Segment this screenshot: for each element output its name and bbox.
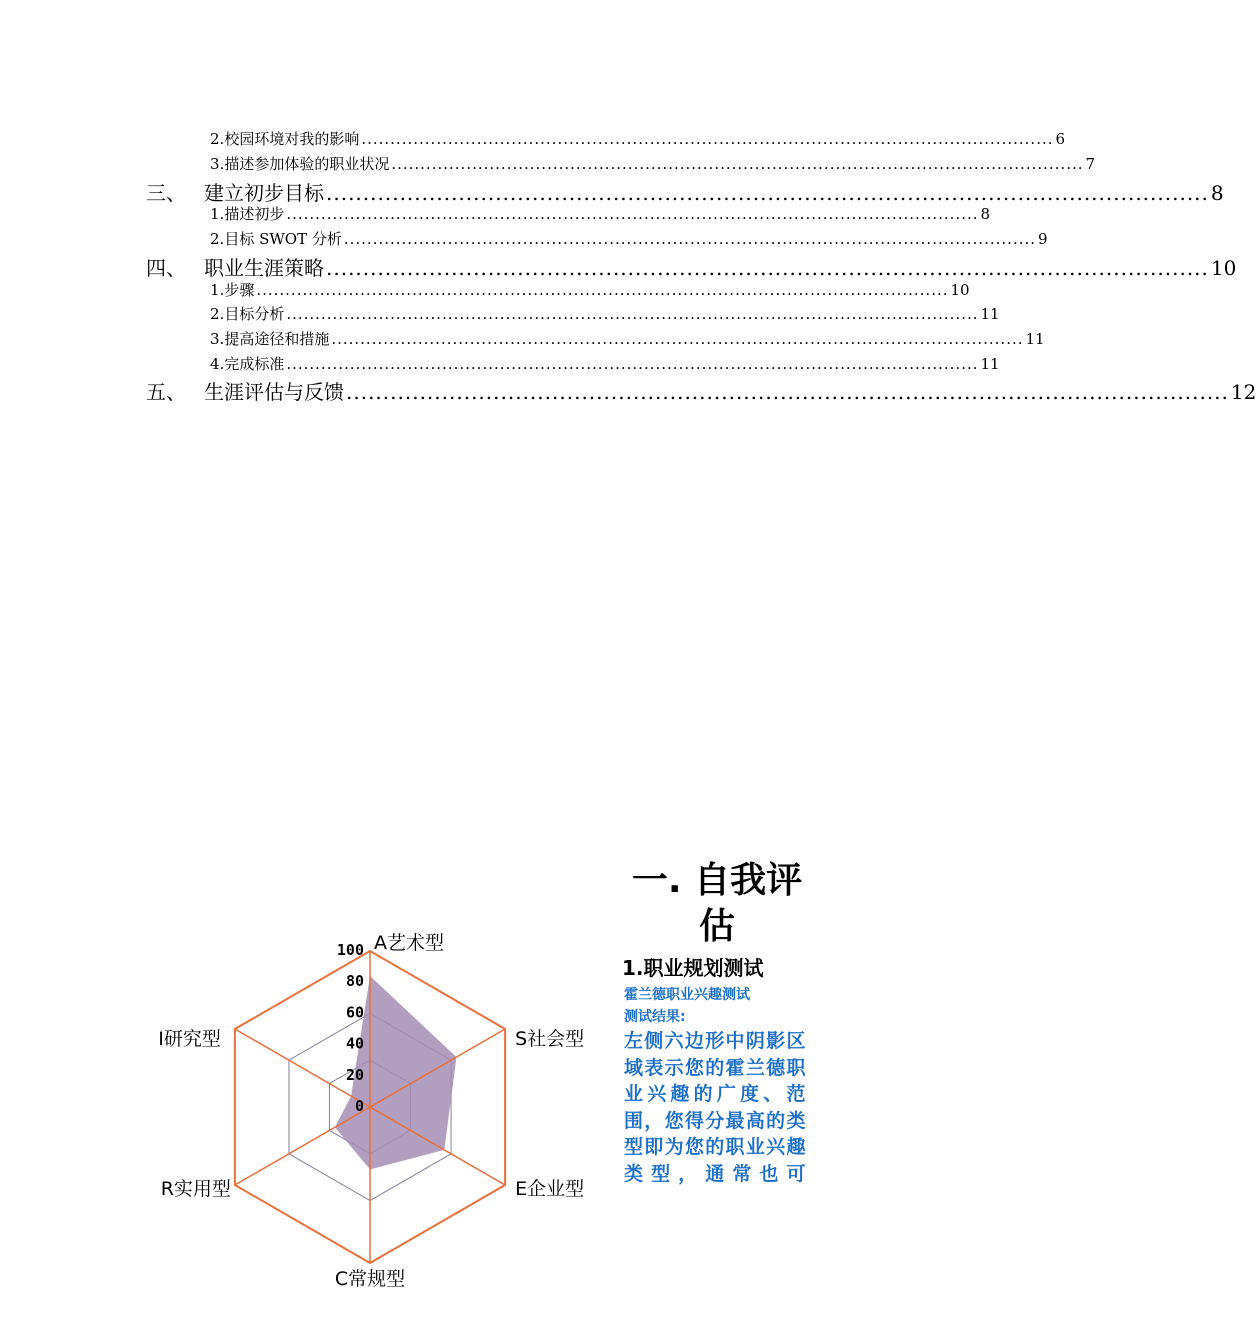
toc-entry-label: 职业生涯策略 xyxy=(204,256,324,280)
radar-tick-label: 80 xyxy=(345,972,364,991)
toc-entry-label: 校园环境对我的影响 xyxy=(224,130,360,148)
toc-entry-label: 目标 SWOT 分析 xyxy=(224,230,342,248)
toc-leader-dots: ........................................................................................................................ xyxy=(331,330,1024,348)
toc-entry-page: 8 xyxy=(1210,181,1224,205)
toc-leader-dots: ........................................................................................................................ xyxy=(286,205,979,223)
toc-leader-dots: ........................................................................................................................ xyxy=(346,380,1229,404)
toc-entry-label: 描述初步 xyxy=(224,205,285,223)
toc-entry[interactable] xyxy=(210,153,1096,174)
toc-entry-page: 7 xyxy=(1085,155,1096,173)
toc-entry-number: 1. xyxy=(210,205,225,223)
toc-leader-dots: ........................................................................................................................ xyxy=(361,130,1054,148)
radar-tick-label: 0 xyxy=(354,1097,364,1115)
radar-axis-label: E企业型 xyxy=(515,1178,585,1200)
subsection-title: 1.职业规划测试 xyxy=(622,956,764,980)
toc-entry[interactable] xyxy=(210,128,1066,149)
radar-axis-label: R实用型 xyxy=(160,1178,231,1200)
toc-entry[interactable] xyxy=(210,328,1045,349)
toc-entry-label: 生涯评估与反馈 xyxy=(204,380,344,404)
toc-entry[interactable] xyxy=(210,203,991,224)
toc-entry-label: 提高途径和措施 xyxy=(224,330,330,348)
toc-entry-label: 目标分析 xyxy=(224,305,285,323)
toc-entry-page: 11 xyxy=(980,305,1000,323)
radar-tick-label: 20 xyxy=(345,1065,364,1084)
toc-entry-page: 10 xyxy=(1210,256,1237,280)
toc-entry-label: 描述参加体验的职业状况 xyxy=(224,155,390,173)
toc-entry-page: 6 xyxy=(1055,130,1066,148)
radar-tick-label: 40 xyxy=(345,1034,364,1053)
toc-entry-label: 完成标准 xyxy=(224,355,285,373)
toc-entry-number: 1. xyxy=(210,281,225,299)
holland-radar-chart xyxy=(120,910,585,1310)
radar-axis-label: S社会型 xyxy=(515,1028,585,1050)
toc-entry[interactable] xyxy=(210,279,970,300)
section-title: 一. 自我评估 xyxy=(631,860,803,947)
toc-leader-dots: ........................................................................................................................ xyxy=(286,305,979,323)
toc-entry-page: 11 xyxy=(980,355,1000,373)
radar-axis-label: C常规型 xyxy=(334,1268,406,1290)
toc-entry-number: 四、 xyxy=(146,256,186,280)
toc-entry[interactable] xyxy=(210,228,1048,249)
toc-entry-number: 三、 xyxy=(146,181,186,205)
toc-leader-dots: ........................................................................................................................ xyxy=(391,155,1084,173)
radar-spoke xyxy=(235,1107,370,1185)
result-label: 测试结果: xyxy=(624,1009,686,1025)
radar-tick-label: 100 xyxy=(336,941,364,959)
toc-entry-number: 2. xyxy=(210,230,225,248)
result-description: 左侧六边形中阴影区域表示您的霍兰德职业兴趣的广度、范围，您得分最高的类型即为您的职业兴趣类型，通常也可 xyxy=(624,1030,806,1185)
toc-entry-page: 8 xyxy=(980,205,991,223)
toc-entry-page: 9 xyxy=(1038,230,1048,248)
toc-entry-number: 4. xyxy=(210,355,225,373)
toc-entry[interactable] xyxy=(146,177,1224,206)
toc-entry[interactable] xyxy=(210,353,1000,374)
toc-entry[interactable] xyxy=(146,376,1256,405)
toc-entry[interactable] xyxy=(210,303,1000,324)
toc-entry-number: 3. xyxy=(210,155,225,173)
toc-entry-label: 步骤 xyxy=(224,281,255,299)
radar-tick-label: 60 xyxy=(345,1003,364,1022)
toc-entry-page: 11 xyxy=(1025,330,1045,348)
toc-entry-label: 建立初步目标 xyxy=(204,181,324,205)
toc-leader-dots: ........................................................................................................................ xyxy=(286,355,979,373)
test-name: 霍兰德职业兴趣测试 xyxy=(624,987,750,1003)
toc-leader-dots: ........................................................................................................................ xyxy=(256,281,949,299)
toc-entry-page: 12 xyxy=(1230,380,1256,404)
toc-entry-number: 2. xyxy=(210,130,225,148)
toc-leader-dots: ........................................................................................................................ xyxy=(343,230,1037,248)
toc-entry-number: 2. xyxy=(210,305,225,323)
toc-leader-dots: ........................................................................................................................ xyxy=(326,256,1209,280)
toc-entry[interactable] xyxy=(146,252,1237,281)
toc-leader-dots: ........................................................................................................................ xyxy=(326,181,1209,205)
toc-entry-number: 3. xyxy=(210,330,225,348)
radar-axis-label: I研究型 xyxy=(158,1028,221,1050)
toc-entry-page: 10 xyxy=(950,281,970,299)
radar-axis-label: A艺术型 xyxy=(374,932,444,954)
toc-entry-number: 五、 xyxy=(146,380,186,404)
